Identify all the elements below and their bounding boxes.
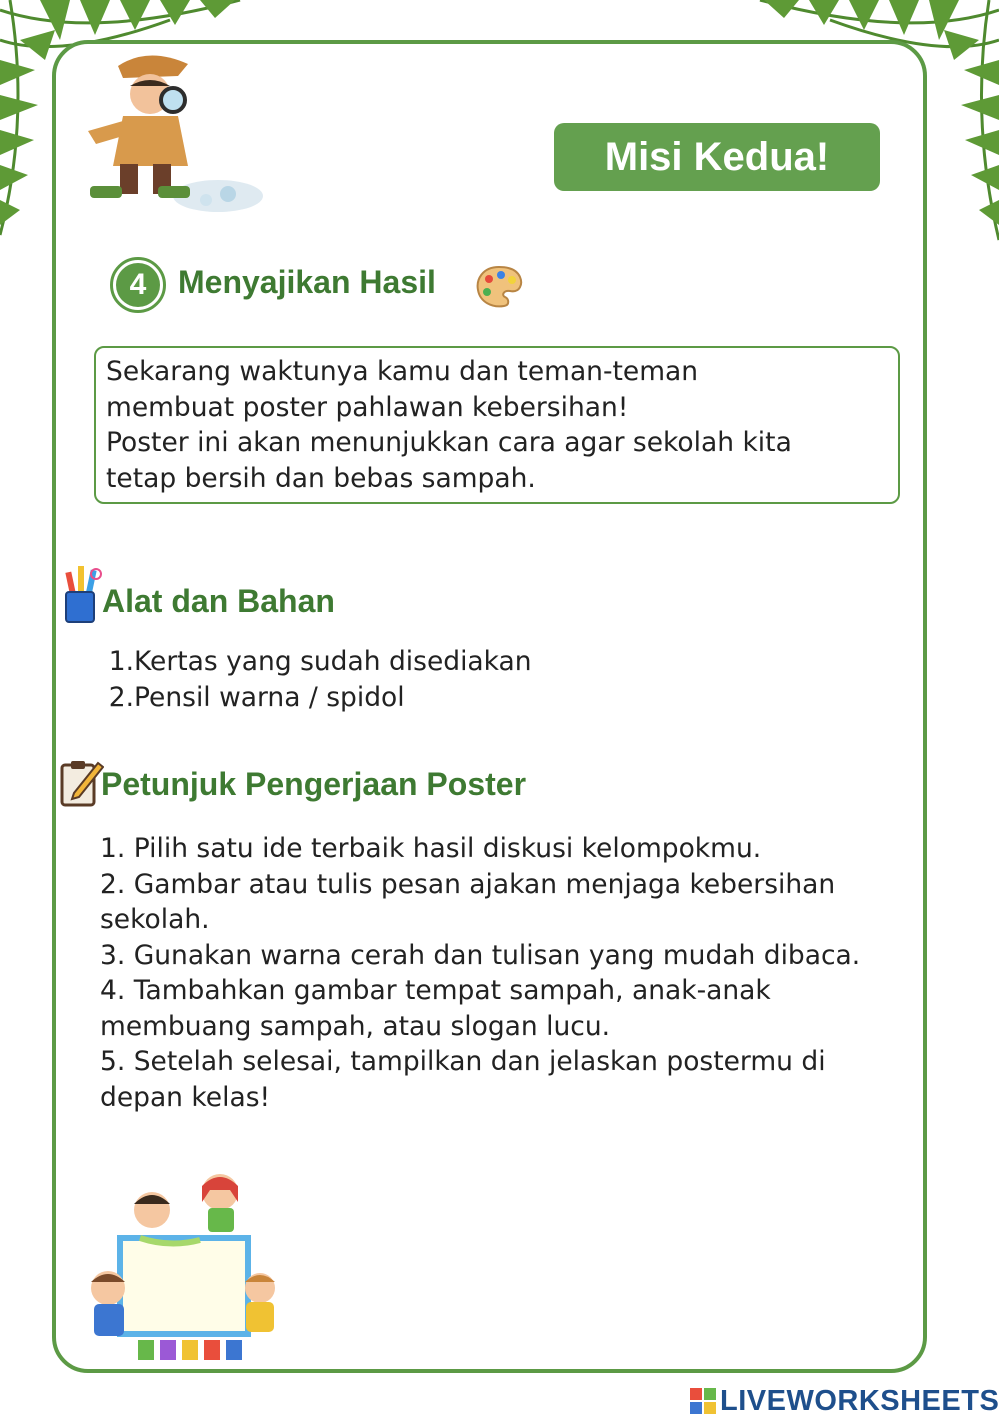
intro-line: tetap bersih dan bebas sampah.: [106, 462, 536, 494]
liveworksheets-logo-icon: [690, 1388, 716, 1414]
intro-box: [94, 346, 900, 504]
kids-painting-illustration-icon: [80, 1168, 280, 1368]
instruction-step: 4. Tambahkan gambar tempat sampah, anak-anak membuang sampah, atau slogan lucu.: [100, 975, 771, 1042]
step-number: 4: [116, 263, 160, 307]
section-title-instructions: Petunjuk Pengerjaan Poster: [101, 766, 527, 802]
intro-line: membuat poster pahlawan kebersihan!: [106, 391, 629, 423]
intro-line: Sekarang waktunya kamu dan teman-teman: [106, 356, 699, 387]
detective-illustration-icon: [78, 46, 268, 216]
list-number: 2.: [108, 682, 134, 713]
list-text: Pensil warna / spidol: [134, 682, 405, 713]
pencil-cup-icon: [60, 560, 104, 626]
list-text: Kertas yang sudah disediakan: [134, 646, 532, 677]
instruction-step: 5. Setelah selesai, tampilkan dan jelaskan postermu di depan kelas!: [100, 1046, 826, 1113]
intro-line: Poster ini akan menunjukkan cara agar sekolah kita: [106, 427, 792, 458]
clipboard-icon: [58, 757, 104, 809]
instructions-list: [100, 831, 890, 1115]
tools-list: [104, 644, 532, 716]
instruction-step: 3. Gunakan warna cerah dan tulisan yang mudah dibaca.: [100, 939, 861, 971]
brand-footer: [690, 1383, 999, 1419]
list-item: [104, 644, 532, 680]
brand-name: LIVEWORKSHEETS: [720, 1384, 999, 1417]
list-item: [104, 680, 532, 716]
step-number-badge: [110, 257, 166, 313]
list-number: 1.: [108, 646, 134, 677]
section-title-tools: Alat dan Bahan: [102, 583, 335, 619]
section-title-present: Menyajikan Hasil: [178, 264, 436, 300]
palette-icon: [474, 264, 524, 310]
mission-badge: Misi Kedua!: [554, 123, 880, 191]
instruction-step: 2. Gambar atau tulis pesan ajakan menjaga kebersihan sekolah.: [100, 868, 836, 935]
instruction-step: 1. Pilih satu ide terbaik hasil diskusi kelompokmu.: [100, 833, 762, 864]
